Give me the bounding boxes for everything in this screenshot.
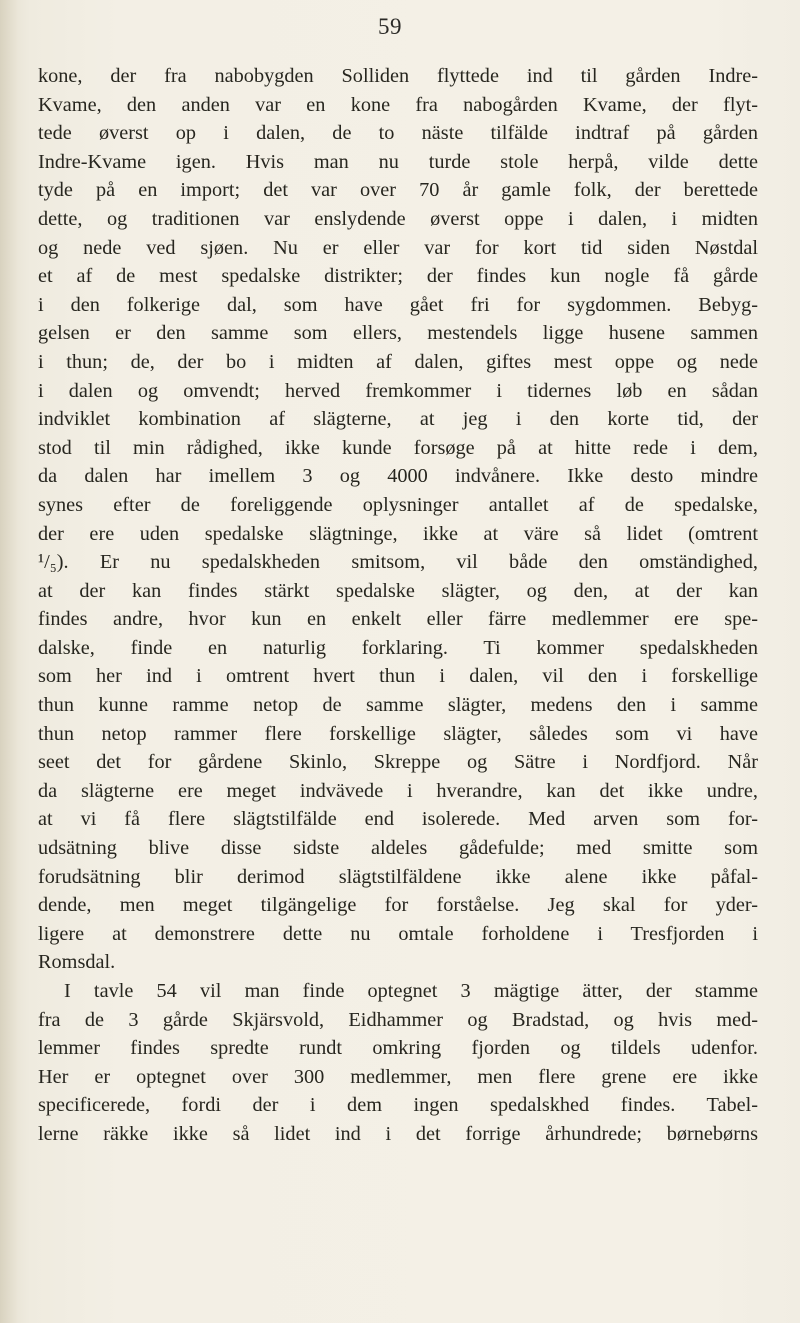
text-line: gelsen er den samme som ellers, mestendels ligge husene sammen <box>38 322 758 345</box>
text-line: at der kan findes stärkt spedalske slägter, og den, at der kan <box>38 579 758 602</box>
text-line: Kvame, den anden var en kone fra nabogården Kvame, der flyt- <box>38 93 758 116</box>
text-line: Her er optegnet over 300 medlemmer, men flere grene ere ikke <box>38 1065 758 1088</box>
text-line: i thun; de, der bo i midten af dalen, giftes mest oppe og nede <box>38 350 758 373</box>
text-line: lerne räkke ikke så lidet ind i det forrige århundrede; børnebørns <box>38 1122 758 1145</box>
text-line: et af de mest spedalske distrikter; der findes kun nogle få gårde <box>38 265 758 288</box>
text-line: i dalen og omvendt; herved fremkommer i tidernes løb en sådan <box>38 379 758 402</box>
text-line: dalske, finde en naturlig forklaring. Ti kommer spedalskheden <box>38 636 758 659</box>
body-text <box>38 62 758 1149</box>
text-line: da slägterne ere meget indvävede i hverandre, kan det ikke undre, <box>38 779 758 802</box>
text-line: da dalen har imellem 3 og 4000 indvånere. Ikke desto mindre <box>38 465 758 488</box>
text-line: og nede ved sjøen. Nu er eller var for kort tid siden Nøstdal <box>38 236 758 259</box>
text-line: synes efter de foreliggende oplysninger antallet af de spedalske, <box>38 493 758 516</box>
text-line: dende, men meget tilgängelige for forståelse. Jeg skal for yder- <box>38 894 758 917</box>
text-line-paragraph-end: Romsdal. <box>38 951 116 974</box>
text-line-paragraph-start: I tavle 54 vil man finde optegnet 3 mägtige ätter, der stamme <box>64 980 758 1002</box>
text-line: specificerede, fordi der i dem ingen spedalskhed findes. Tabel- <box>38 1094 758 1117</box>
text-line: udsätning blive disse sidste aldeles gådefulde; med smitte som <box>38 837 758 860</box>
text-line: seet det for gårdene Skinlo, Skreppe og Sätre i Nordfjord. Når <box>38 751 758 774</box>
text-line: forudsätning blir derimod slägtstilfäldene ikke alene ikke påfal- <box>38 865 758 888</box>
text-line: tyde på en import; det var over 70 år gamle folk, der berettede <box>38 179 758 202</box>
text-line: ligere at demonstrere dette nu omtale forholdene i Tresfjorden i <box>38 922 758 945</box>
text-line: tede øverst op i dalen, de to näste tilfälde indtraf på gården <box>38 122 758 145</box>
text-line: i den folkerige dal, som have gået fri for sygdommen. Bebyg- <box>38 293 758 316</box>
text-line: thun netop rammer flere forskellige slägter, således som vi have <box>38 722 758 745</box>
text-line: dette, og traditionen var enslydende øverst oppe i dalen, i midten <box>38 207 758 230</box>
text-line: Indre-Kvame igen. Hvis man nu turde stole herpå, vilde dette <box>38 150 758 173</box>
text-line: stod til min rådighed, ikke kunde forsøge på at hitte rede i dem, <box>38 436 758 459</box>
page-number: 59 <box>378 14 402 39</box>
text-line: lemmer findes spredte rundt omkring fjorden og tildels udenfor. <box>38 1037 758 1060</box>
text-line: findes andre, hvor kun en enkelt eller färre medlemmer ere spe- <box>38 608 758 631</box>
text-line: fra de 3 gårde Skjärsvold, Eidhammer og Bradstad, og hvis med- <box>38 1008 758 1031</box>
text-line: kone, der fra nabobygden Solliden flyttede ind til gården Indre- <box>38 65 758 87</box>
text-line: som her ind i omtrent hvert thun i dalen, vil den i forskellige <box>38 665 758 688</box>
text-line: thun kunne ramme netop de samme slägter, medens den i samme <box>38 694 758 717</box>
text-line: der ere uden spedalske slägtninge, ikke at väre så lidet (omtrent <box>38 522 758 545</box>
text-line: ¹/₅). Er nu spedalskheden smitsom, vil både den omständighed, <box>38 551 758 574</box>
page-binding-edge <box>0 0 18 1323</box>
text-line: indviklet kombination af slägterne, at jeg i den korte tid, der <box>38 408 758 431</box>
text-line: at vi få flere slägtstilfälde end isolerede. Med arven som for- <box>38 808 758 831</box>
